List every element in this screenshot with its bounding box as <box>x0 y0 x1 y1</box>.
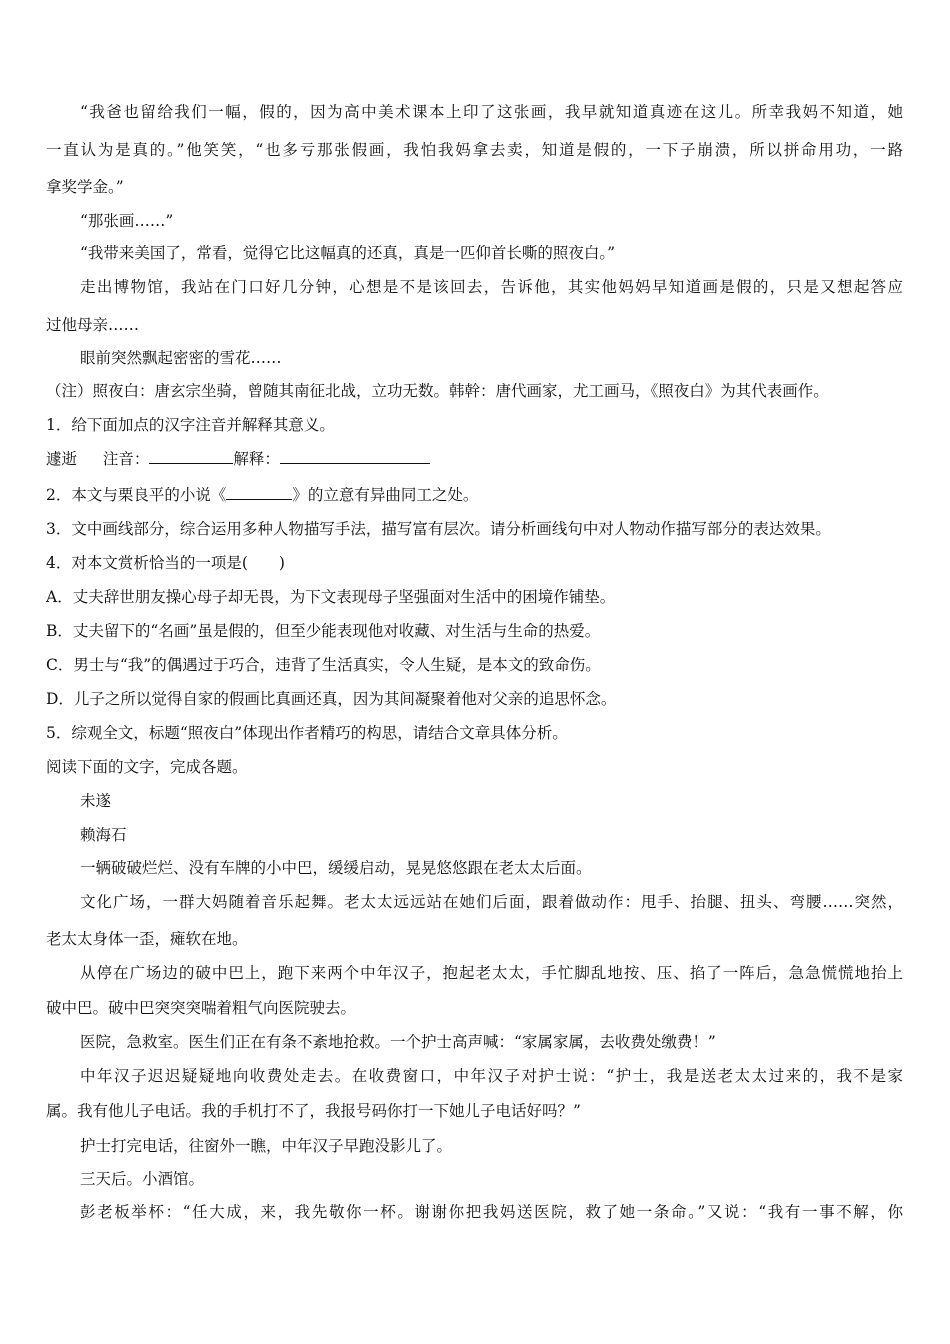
story2-title: 未遂 <box>80 792 112 810</box>
story1-para3: “我带来美国了，常看，觉得它比这幅真的还真，真是一匹仰首长嘶的照夜白。” <box>80 244 616 262</box>
story2-p2-line2: 老太太身体一歪，瘫软在地。 <box>46 930 248 948</box>
story2-p4: 医院，急救室。医生们正在有条不紊地抢救。一个护士高声喊：“家属家属，去收费处缴费！” <box>80 1033 716 1051</box>
story2-intro: 阅读下面的文字，完成各题。 <box>46 758 248 776</box>
question-2-after: 》的立意有异曲同工之处。 <box>292 486 479 504</box>
story2-p5-line2: 属。我有他儿子电话。我的手机打不了，我报号码你打一下她儿子电话好吗？” <box>46 1102 581 1120</box>
pinyin-blank[interactable] <box>149 449 233 464</box>
story2-p2-line1: 文化广场，一群大妈随着音乐起舞。老太太远远站在她们后面，跟着做动作：甩手、抬腿、扭头、弯腰……突然， <box>80 893 903 911</box>
question-1-answer-line <box>46 449 430 469</box>
story2-p3-line1: 从停在广场边的破中巴上，跑下来两个中年汉子，抱起老太太，手忙脚乱地按、压、掐了一阵后，急急慌慌地抬上 <box>80 964 903 982</box>
question-2-before: 2．本文与栗良平的小说《 <box>46 486 227 504</box>
story2-p8-line1: 彭老板举杯：“任大成，来，我先敬你一杯。谢谢你把我妈送医院，救了她一条命。”又说：“我有一事不解，你 <box>80 1203 903 1221</box>
story2-p3-line2: 破中巴。破中巴突突突喘着粗气向医院驶去。 <box>46 999 357 1017</box>
option-b: B．丈夫留下的“名画”虽是假的，但至少能表现他对收藏、对生活与生命的热爱。 <box>46 622 601 640</box>
question-1-meaning-label: 解释： <box>233 450 280 468</box>
question-2 <box>46 485 478 505</box>
option-c: C．男士与“我”的偶遇过于巧合，违背了生活真实，令人生疑，是本文的致命伤。 <box>46 656 601 674</box>
story1-para5: 眼前突然飘起密密的雪花…… <box>80 349 282 367</box>
story2-author: 赖海石 <box>80 826 127 844</box>
question-4: 4．对本文赏析恰当的一项是( ) <box>46 554 285 572</box>
story1-para4-line2: 过他母亲…… <box>46 316 140 334</box>
question-1: 1．给下面加点的汉字注音并解释其意义。 <box>46 416 335 434</box>
option-d: D．儿子之所以觉得自家的假画比真画还真，因为其间凝聚着他对父亲的追思怀念。 <box>46 690 617 708</box>
story2-p5-line1: 中年汉子迟迟疑疑地向收费处走去。在收费窗口，中年汉子对护士说：“护士，我是送老太太过来的，我不是家 <box>80 1067 903 1085</box>
question-5: 5．综观全文，标题“照夜白”体现出作者精巧的构思，请结合文章具体分析。 <box>46 724 568 742</box>
novel-title-blank[interactable] <box>226 485 292 500</box>
story1-para4-line1: 走出博物馆，我站在门口好几分钟，心想是不是该回去，告诉他，其实他妈妈早知道画是假的，只是又想起答应 <box>80 278 903 296</box>
story1-para2: “那张画……” <box>80 212 174 230</box>
story2-p7: 三天后。小酒馆。 <box>80 1170 205 1188</box>
story2-p6: 护士打完电话，往窗外一瞧，中年汉子早跑没影儿了。 <box>80 1137 453 1155</box>
story1-para1-line3: 拿奖学金。” <box>46 178 124 196</box>
story1-note: （注）照夜白：唐玄宗坐骑，曾随其南征北战，立功无数。韩幹：唐代画家，尤工画马，《照夜白》为其代表画作。 <box>46 382 829 400</box>
question-1-word: 遽逝 <box>46 450 78 468</box>
story1-para1-line1: “我爸也留给我们一幅，假的，因为高中美术课本上印了这张画，我早就知道真迹在这儿。所幸我妈不知道，她 <box>80 103 903 121</box>
question-1-pinyin-label: 注音： <box>102 450 150 468</box>
meaning-blank[interactable] <box>280 449 430 464</box>
question-3: 3．文中画线部分，综合运用多种人物描写手法，描写富有层次。请分析画线句中对人物动作描写部分的表达效果。 <box>46 520 831 538</box>
option-a: A．丈夫辞世朋友操心母子却无畏，为下文表现母子坚强面对生活中的困境作铺垫。 <box>46 588 616 606</box>
story1-para1-line2: 一直认为是真的。”他笑笑，“也多亏那张假画，我怕我妈拿去卖，知道是假的，一下子崩溃，所以拼命用功，一路 <box>46 141 903 159</box>
story2-p1: 一辆破破烂烂、没有车牌的小中巴，缓缓启动，晃晃悠悠跟在老太太后面。 <box>80 859 592 877</box>
